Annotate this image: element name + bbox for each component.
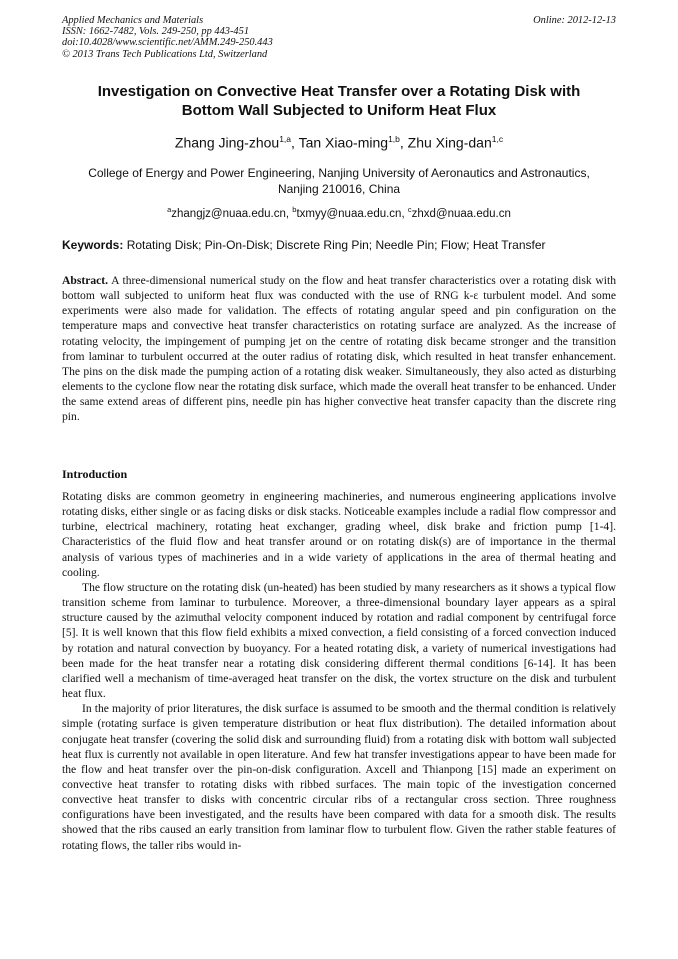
paragraph: In the majority of prior literatures, the disk surface is assumed to be smooth and the thermal condition is relatively simple (rotating surface is given temperature distribution or heat flux distribution). The detailed information about conjugate heat transfer (covering the solid disk and surrounding fluid) from a rotating disk with bottom wall subjected heat flux is currently not available in open literature. And few hat transfer investigations appear to have been made for the flow and heat transfer over the pin-on-disk configuration. Axcell and Thianpong [15] made an experiment on convective heat transfer to rotating disks with ribbed surfaces. The main topic of the investigation concerned convective heat transfer to disks with concentric circular ribs of a rectangular cross section. Three roughness configurations have been investigated, and the results have been compared with data for a smooth disk. The results showed that the ribs caused an early transition from laminar flow to turbulent flow. Given the rather stable features of rotating flows, the taller ribs would in- [62, 702, 616, 852]
section-heading-introduction: Introduction [62, 467, 128, 481]
issn-line: ISSN: 1662-7482, Vols. 249-250, pp 443-451 [62, 26, 250, 38]
online-date: Online: 2012-12-13 [533, 15, 616, 26]
introduction-body [62, 489, 616, 853]
email-sup: b [292, 205, 297, 214]
author-name: Zhang Jing-zhou [174, 134, 280, 151]
author-name: Zhu Xing-dan [407, 134, 492, 151]
author-list: Zhang Jing-zhou$^{1,a}$, Tan Xiao-ming$^{1,b}$, Zhu Xing-dan$^{1,c}$ [174, 134, 504, 151]
keywords [62, 238, 616, 253]
affiliation-line-2: Nanjing 210016, China [277, 181, 401, 196]
paragraph: Rotating disks are common geometry in engineering machineries, and numerous engineering applications involve rotating disks, either single or as facing disks or disk stacks. Noticeable examples include a radial flow compressor and turbine, electrical machinery, rotating heat exchanger, grading wheel, disk brake and friction pump [1-4]. Characteristics of the fluid flow and heat transfer around or on rotating disk(s) are of importance in the thermal analysis of various types of machineries and in a wide variety of applications in the area of thermal heating and cooling. [62, 490, 616, 579]
keywords-label: Keywords: [62, 238, 124, 252]
author-affil-sup: 1,a [279, 134, 292, 144]
doi-line: doi:10.4028/www.scientific.net/AMM.249-250.443 [62, 37, 273, 49]
author-name: Tan Xiao-ming [298, 134, 389, 151]
title-line-1: Investigation on Convective Heat Transfer over a Rotating Disk with [97, 83, 581, 100]
copyright-line: © 2013 Trans Tech Publications Ltd, Switzerland [62, 48, 268, 60]
title-line-2: Bottom Wall Subjected to Uniform Heat Flux [181, 102, 497, 119]
author-affil-sup: 1,b [388, 134, 400, 144]
paper-title [62, 82, 616, 120]
author-affil-sup: 1,c [491, 134, 504, 144]
email-address[interactable]: txmyy@nuaa.edu.cn [296, 207, 402, 220]
journal-header [62, 15, 616, 60]
keywords-text: Rotating Disk; Pin-On-Disk; Discrete Ring Pin; Needle Pin; Flow; Heat Transfer [126, 238, 546, 252]
email-address[interactable]: zhangjz@nuaa.edu.cn [171, 207, 286, 220]
email-sup: c [407, 205, 412, 214]
abstract-label: Abstract. [62, 274, 109, 287]
journal-name: Applied Mechanics and Materials [62, 15, 204, 26]
email-sup: a [167, 205, 172, 214]
paragraph: The flow structure on the rotating disk (un-heated) has been studied by many researchers as it shows a typical flow transition scheme from laminar to turbulence. Moreover, a three-dimensional boundary layer appears as a spiral structure caused by the azimuthal velocity component induced by rotation and radial component by centrifugal force [5]. It is well known that this flow field exhibits a mixed convection, a field consisting of a forced convection induced by rotation and natural convection by buoyancy. For a heated rotating disk, a variety of numerical investigations had been made for the heat transfer near a rotating disk considering different thermal conditions [6-14]. It has been clarified well a mechanism of time-averaged heat transfer on the disk, the vortex structure on the disk and turbulent heat flux. [62, 580, 616, 701]
abstract [62, 273, 616, 425]
email-address[interactable]: zhxd@nuaa.edu.cn [411, 207, 511, 220]
affiliation [62, 166, 616, 197]
affiliation-line-1: College of Energy and Power Engineering, Nanjing University of Aeronautics and Astronautics, [88, 166, 590, 180]
email-list: $^a$zhangjz@nuaa.edu.cn, $^b$txmyy@nuaa.edu.cn, $^c$zhxd@nuaa.edu.cn [167, 205, 511, 220]
abstract-text: A three-dimensional numerical study on the flow and heat transfer characteristics over a rotating disk with bottom wall subjected to uniform heat flux was conducted with the use of RNG k-ε turbulent model. And some experiments were also made for validation. The effects of rotating angular speed and pin configuration on the temperature maps and convective heat transfer characteristics on rotating surface are analyzed. As the increase of rotating velocity, the impingement of pumping jet on the centre of rotating disk became stronger and the transition from laminar to turbulent occurred at the outer radius of rotating disk, which resulted in heat transfer enhancement. The pins on the disk made the pumping action of a rotating disk weaker. Simultaneously, they also acted as disturbing elements to the cyclone flow near the rotating disk surface, which made the overall heat transfer to be enhanced. Under the same extend areas of different pins, needle pin has higher convective heat transfer capacity than the discrete ring pin. [62, 274, 616, 424]
